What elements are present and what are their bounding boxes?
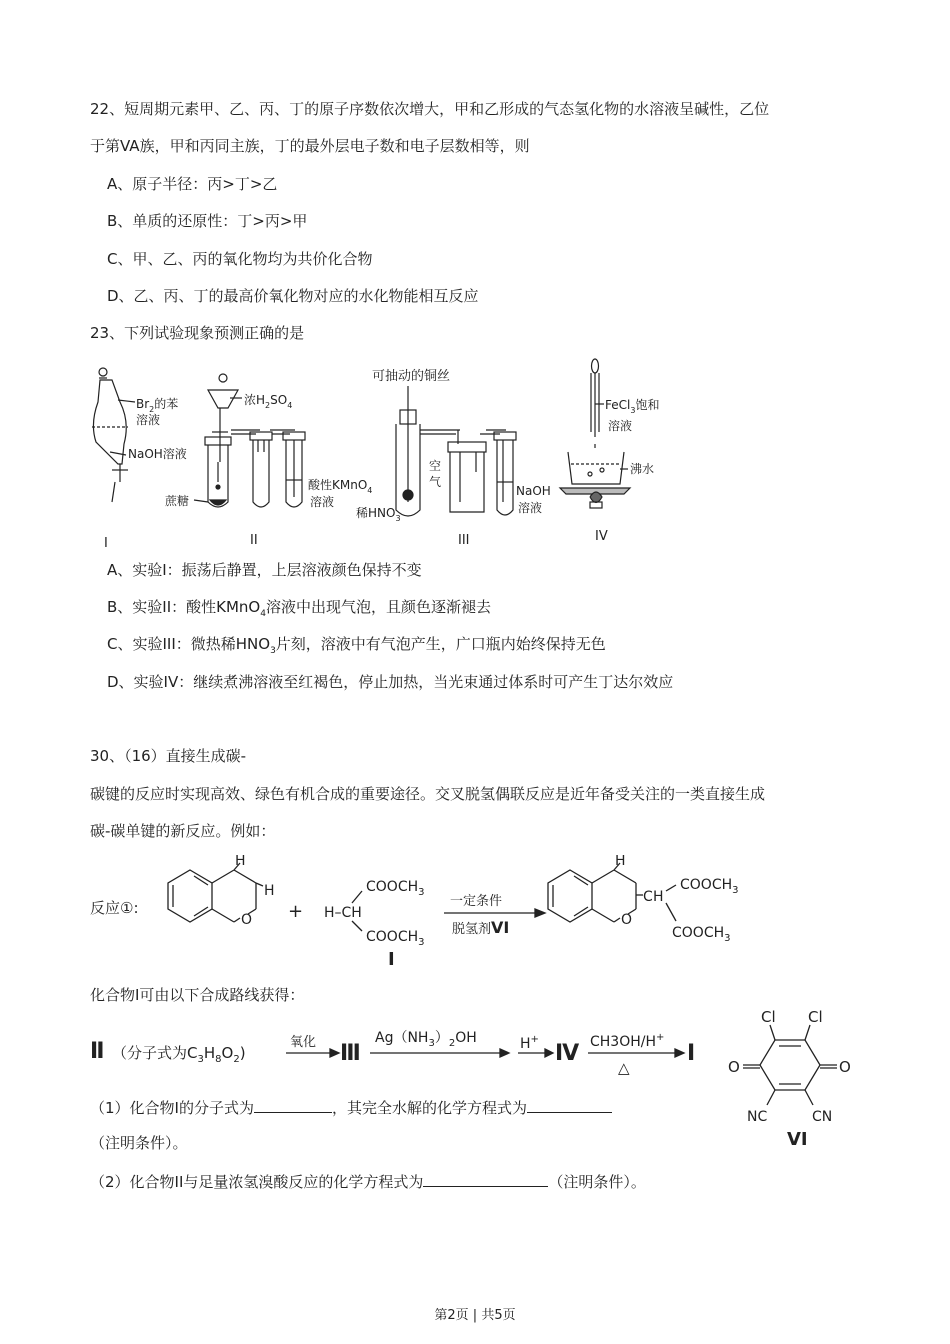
i-naoh-label: NaOH溶液 [128,447,187,461]
route-step2-label: $Ag(NH_3)_2OH$ [375,1030,477,1049]
malonate-cooch3-bottom: $COOCH_3$ [366,929,425,948]
iv-sol-label: 溶液 [608,419,633,433]
route-intro: 化合物I可由以下合成路线获得： [90,986,305,1004]
route-compound-ii: Ⅱ [90,1039,105,1064]
synthesis-route [90,1018,710,1088]
q30-part1-note: （注明条件）。 [90,1134,188,1152]
q22-option-a: A、原子半径：丙>丁>乙 [107,175,278,193]
arrow-condition-bottom: 脱氢剂VI [452,918,510,937]
malonate-cooch3-top: $COOCH_3$ [366,879,425,898]
q23-option-b: B、实验II：酸性KMnO$_4$溶液中出现气泡，且颜色逐渐褪去 [107,598,491,619]
q30-part2: （2）化合物II与足量浓氢溴酸反应的化学方程式为 （注明条件）。 [90,1170,646,1192]
ii-kmno4-label: 酸性KMnO$_4$ [308,478,373,495]
product-cooch3-bottom: $COOCH_3$ [672,925,731,944]
dimethyl-malonate [324,879,425,970]
ddq-vi-label: VI [787,1129,808,1150]
q23-option-d: D、实验IV：继续煮沸溶液至红褐色，停止加热，当光束通过体系时可产生丁达尔效应 [107,673,674,691]
reaction-1-scheme [90,855,750,975]
ii-acid-label: 浓$H_2SO_4$ [244,393,293,410]
q23-option-c: C、实验III：微热稀$HNO_3$片刻，溶液中有气泡产生，广口瓶内始终保持无色 [107,635,606,656]
q22-option-b: B、单质的还原性：丁>丙>甲 [107,212,308,230]
ddq-cl-left: Cl [761,1008,776,1026]
route-compound-i: Ⅰ [687,1041,696,1066]
isochroman-reactant [168,855,275,928]
compound-i-label: I [388,949,395,970]
q22-option-c: C、甲、乙、丙的氧化物均为共价化合物 [107,250,373,268]
reaction-product [548,855,739,944]
reaction-arrow [444,894,545,937]
ii-sugar-label: 蔗糖 [165,494,190,508]
route-formula: （分子式为$C_3H_8O_2$) [112,1044,246,1065]
reactant-h-right: H [264,883,275,899]
part2-blank-equation[interactable] [423,1170,548,1187]
route-step3-label: H+ [520,1034,539,1052]
reaction-label: 反应①: [90,899,139,917]
part1-blank-equation[interactable] [527,1096,612,1113]
ddq-o-right: O [839,1058,851,1076]
iii-roman-label: III [458,533,470,548]
q22-option-d: D、乙、丙、丁的最高价氧化物对应的水化物能相互反应 [107,287,479,305]
q22-stem-line2: 于第VA族，甲和丙同主族，丁的最外层电子数和电子层数相等，则 [90,137,530,155]
reactant-o: O [241,912,253,928]
iv-roman-label: IV [595,529,608,544]
i-sol-label: 溶液 [136,413,161,427]
q30-heading: 30、（16）直接生成碳- [90,747,247,765]
ddq-nc: NC [747,1109,768,1125]
iv-water-label: 沸水 [630,462,655,476]
iii-air-label-1: 空 [429,459,442,473]
ddq-o-left: O [728,1058,740,1076]
route-step1-label: 氧化 [290,1035,317,1050]
q22-stem-line1: 22、短周期元素甲、乙、丙、丁的原子序数依次增大，甲和乙形成的气态氢化物的水溶液呈碱性，乙位 [90,100,770,118]
iii-hno3-label: 稀$HNO_3$ [356,506,401,523]
malonate-hch: H–CH [324,905,362,921]
route-heat-symbol: △ [618,1059,630,1077]
product-h: H [615,855,626,869]
iii-air-label-2: 气 [429,475,442,489]
i-roman-label: I [104,536,108,551]
product-o: O [621,912,633,928]
iii-cu-label: 可抽动的铜丝 [372,369,451,384]
route-step4-label: CH3OH/H+ [590,1032,665,1050]
iii-sol-label: 溶液 [518,501,543,515]
ii-roman-label: II [250,533,258,548]
q30-line3: 碳-碳单键的新反应。例如： [90,822,276,840]
q23-option-a: A、实验I：振荡后静置，上层溶液颜色保持不变 [107,561,422,579]
apparatus-ii [165,374,372,548]
route-compound-iii: Ⅲ [340,1041,361,1066]
svg-text:H: H [653,889,664,905]
route-compound-iv: Ⅳ [555,1041,580,1066]
apparatus-iii [356,368,551,548]
q30-line2: 碳键的反应时实现高效、绿色有机合成的重要途径。交叉脱氢偶联反应是近年备受关注的一类直接生成 [90,785,766,803]
q23-stem: 23、下列试验现象预测正确的是 [90,324,305,342]
page-footer: 第2页 | 共5页 [434,1308,516,1323]
reactant-h-top: H [235,855,246,869]
part1-blank-formula[interactable] [254,1096,332,1113]
q23-apparatus-figure [90,352,730,552]
ddq-cn: CN [812,1109,833,1125]
svg-text:C: C [643,889,653,905]
ddq-structure [725,1005,870,1150]
i-br-label: $Br_2$的苯 [136,397,179,414]
ddq-cl-right: Cl [808,1008,823,1026]
arrow-condition-top: 一定条件 [450,894,503,909]
plus-sign: + [288,901,304,922]
ii-sol-label: 溶液 [310,495,335,509]
apparatus-iv [560,359,659,544]
apparatus-i [92,368,190,551]
iii-naoh-label: NaOH [516,484,551,498]
product-cooch3-top: $COOCH_3$ [680,877,739,896]
iv-fecl3-label: FeCl$_3$饱和 [605,398,660,415]
q30-part1: （1）化合物I的分子式为 ，其完全水解的化学方程式为 [90,1096,612,1118]
